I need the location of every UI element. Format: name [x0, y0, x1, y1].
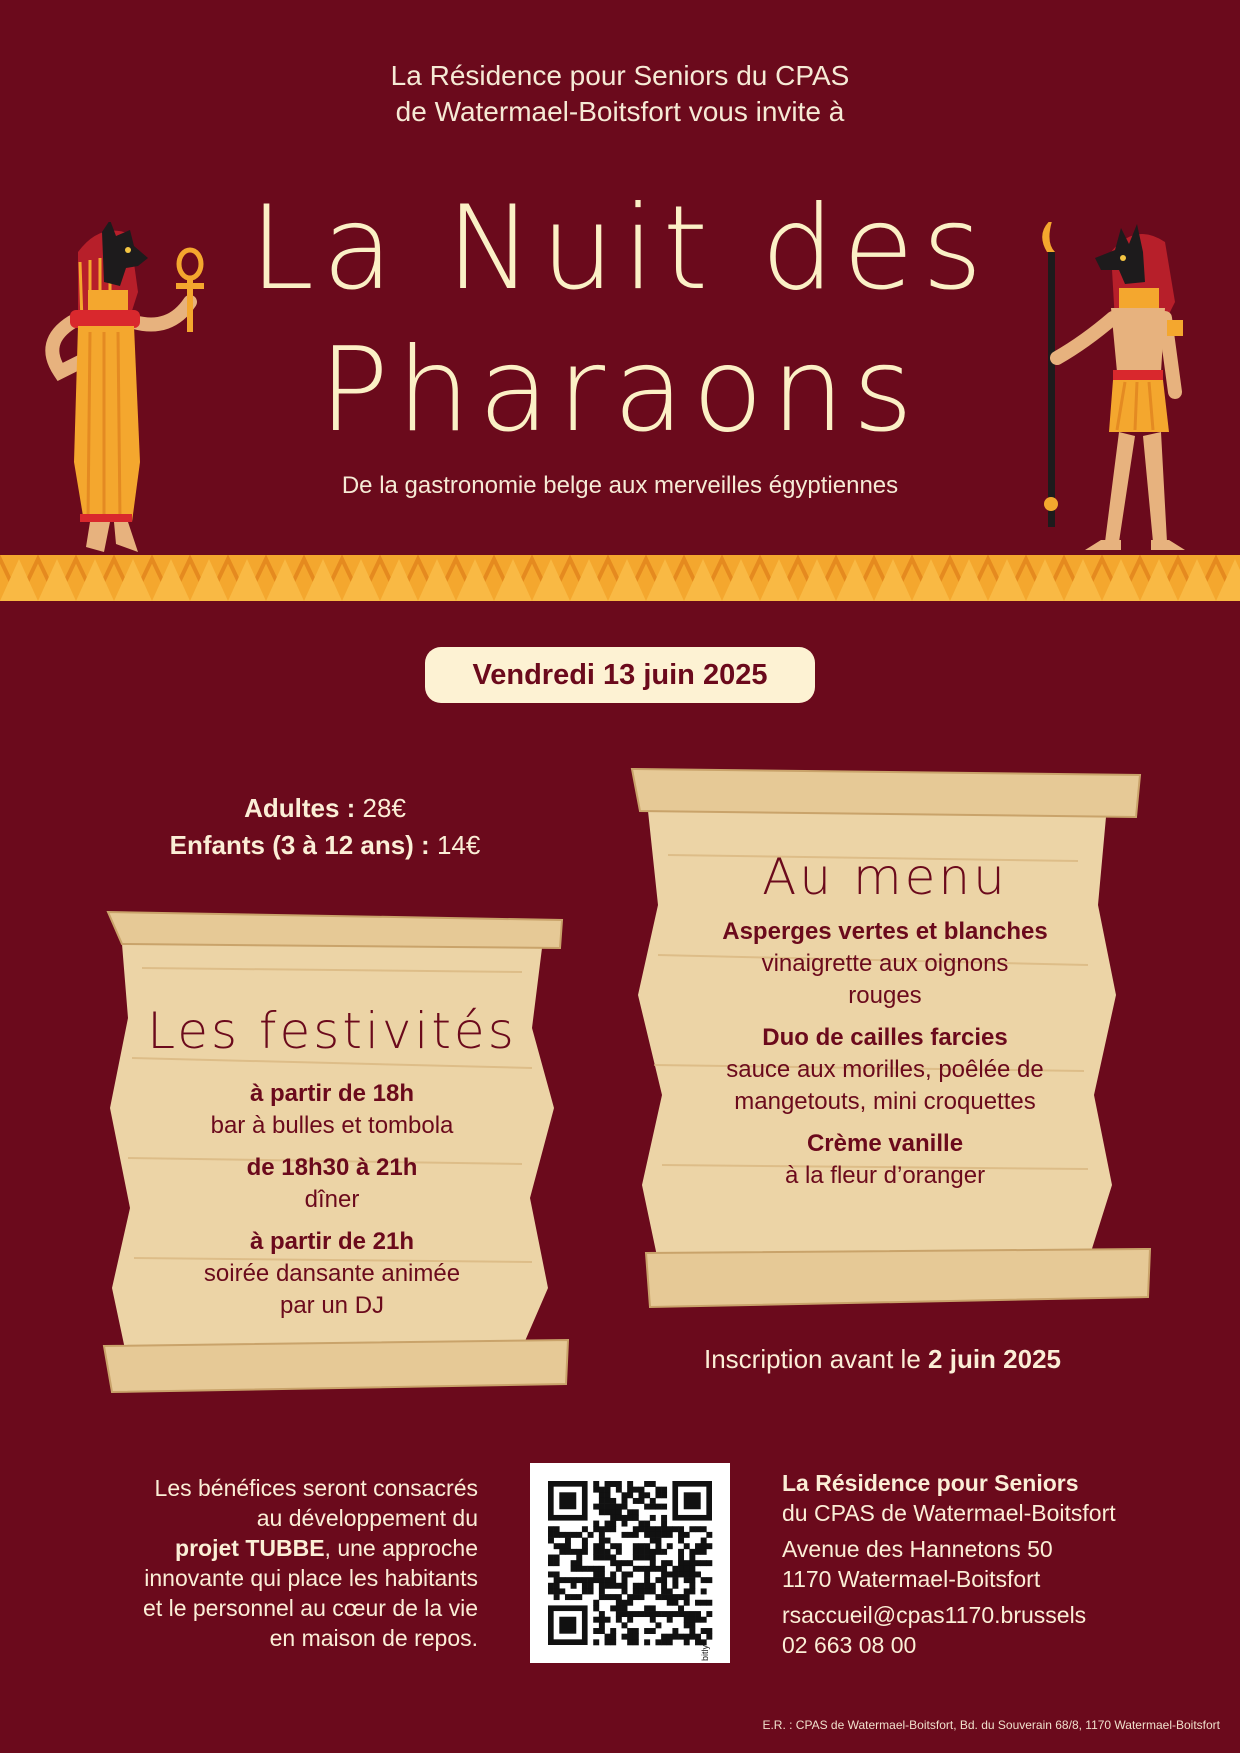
festivity-time: de 18h30 à 21h: [246, 1154, 418, 1181]
festivity-desc: soirée dansante animée par un DJ: [203, 1260, 461, 1319]
invite-line-1: La Résidence pour Seniors du CPAS: [390, 60, 850, 91]
contact-phone: 02 663 08 00: [782, 1632, 917, 1658]
bastet-figure-icon: [30, 222, 220, 567]
menu-dish: Asperges vertes et blanches: [722, 918, 1048, 945]
project-name: projet TUBBE: [175, 1535, 325, 1561]
contact-name: La Résidence pour Seniors: [782, 1470, 1079, 1496]
menu-title: Au menu: [762, 848, 1008, 906]
price-adults: Adultes : 28€: [244, 793, 406, 823]
festivity-time: à partir de 18h: [249, 1080, 415, 1107]
title-line-1: La Nuit des: [249, 181, 991, 316]
benefits-text: Les bénéfices seront consacrés au développement du projet TUBBE, une approche innovante qui place les habitants et le personnel au cœur de la vie en maison de repos.: [143, 1475, 478, 1651]
contact-city: 1170 Watermael-Boitsfort: [782, 1566, 1041, 1592]
publisher-footer: E.R. : CPAS de Watermael-Boitsfort, Bd. du Souverain 68/8, 1170 Watermael-Boitsfort: [762, 1718, 1220, 1732]
festivities-title: Les festivités: [147, 1002, 517, 1060]
festivity-time: à partir de 21h: [249, 1228, 415, 1255]
price-children: Enfants (3 à 12 ans) : 14€: [169, 830, 481, 860]
contact-street: Avenue des Hannetons 50: [782, 1536, 1053, 1562]
contact-email[interactable]: rsaccueil@cpas1170.brussels: [782, 1602, 1087, 1628]
menu-desc: vinaigrette aux oignons rouges: [761, 950, 1009, 1009]
qr-brand: bitly: [700, 1645, 710, 1662]
event-subtitle: De la gastronomie belge aux merveilles égyptiennes: [341, 472, 899, 499]
registration-date: 2 juin 2025: [928, 1344, 1061, 1374]
festivity-desc: dîner: [304, 1186, 360, 1213]
festivities-panel: [122, 1000, 542, 1332]
menu-desc: sauce aux morilles, poêlée de mangetouts, mini croquettes: [726, 1056, 1044, 1115]
invite-line-2: de Watermael-Boitsfort vous invite à: [395, 96, 845, 127]
invite-text: [0, 58, 1240, 130]
festivity-desc: bar à bulles et tombola: [210, 1112, 454, 1139]
menu-dish: Duo de cailles farcies: [762, 1024, 1008, 1051]
anubis-figure-icon: [1025, 222, 1210, 567]
registration-deadline: Inscription avant le 2 juin 2025: [704, 1344, 1061, 1374]
zigzag-band: [0, 555, 1240, 601]
prices: [60, 790, 590, 864]
menu-panel: [680, 846, 1090, 1202]
contact-info: [782, 1468, 1202, 1660]
qr-code[interactable]: [530, 1463, 730, 1663]
title-line-2: Pharaons: [318, 323, 922, 458]
qr-code-icon: [530, 1463, 730, 1663]
menu-desc: à la fleur d’oranger: [784, 1162, 986, 1189]
contact-org: du CPAS de Watermael-Boitsfort: [782, 1500, 1116, 1526]
event-date-badge: Vendredi 13 juin 2025: [425, 647, 815, 703]
menu-dish: Crème vanille: [806, 1130, 964, 1157]
